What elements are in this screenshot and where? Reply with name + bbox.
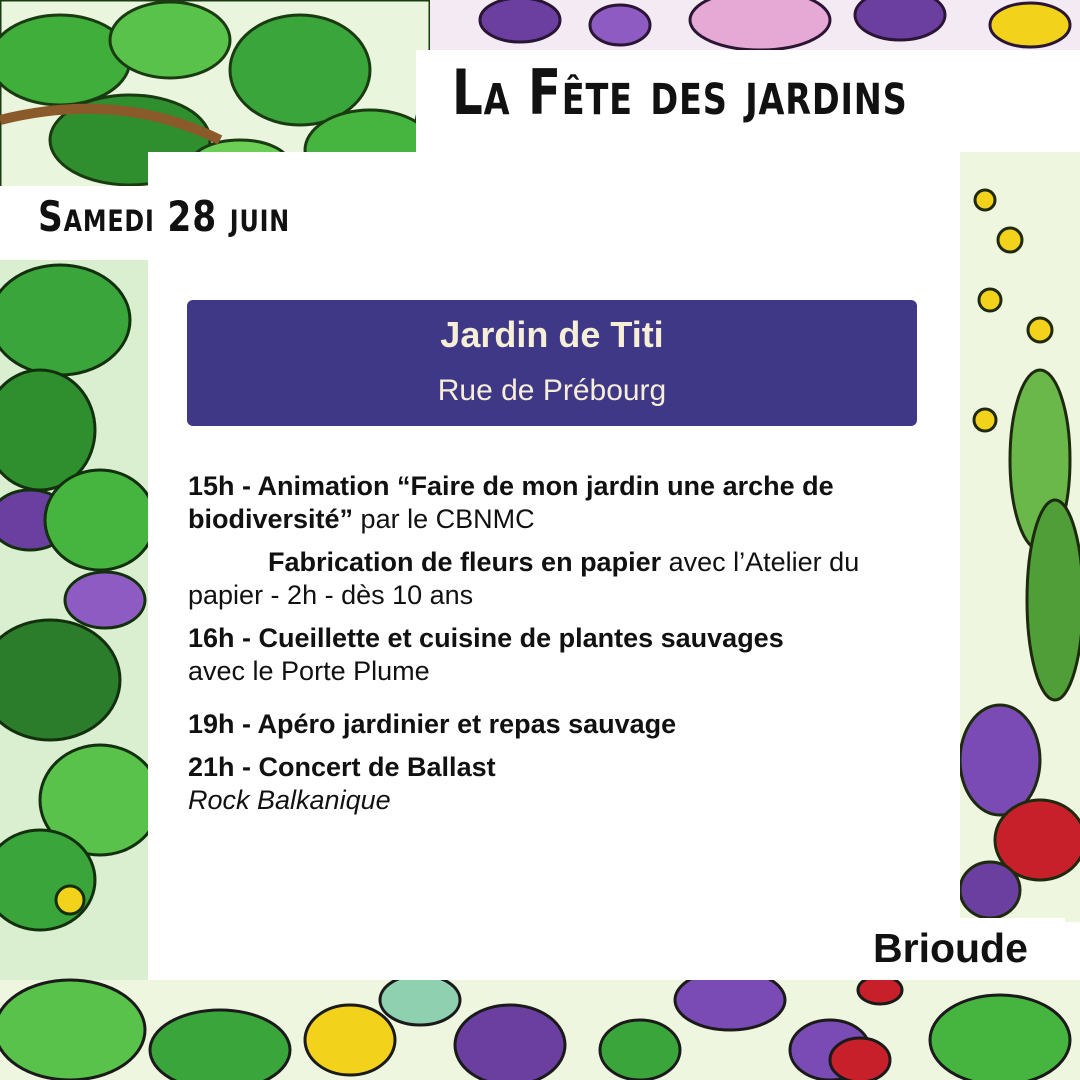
program-item	[188, 546, 928, 612]
program-item-detail: avec l’Atelier du papier - 2h - dès 10 ans	[188, 547, 860, 610]
program-item	[188, 708, 928, 741]
program-list	[188, 470, 928, 817]
venue-name: Jardin de Titi	[440, 314, 664, 355]
program-item-title: Fabrication de fleurs en papier	[268, 547, 662, 577]
leaves-left	[0, 260, 160, 980]
program-item	[188, 470, 928, 536]
program-item-detail: par le CBNMC	[353, 504, 535, 534]
program-item	[188, 751, 928, 817]
program-item	[188, 622, 928, 688]
program-item-genre: Rock Balkanique	[188, 785, 391, 815]
city-name: Brioude	[873, 925, 1028, 971]
venue-address: Rue de Prébourg	[437, 374, 667, 407]
program-item-title: 15h - Animation “Faire de mon jardin une arche de biodiversité”	[188, 471, 834, 534]
venue-box	[187, 300, 917, 426]
program-item-title: 21h - Concert de Ballast	[188, 752, 496, 782]
flowers-bottom	[0, 970, 1080, 1080]
event-title: La Fête des jardins	[452, 56, 908, 129]
program-item-title: 16h - Cueillette et cuisine de plantes sauvages	[188, 623, 784, 653]
flowers-right	[960, 152, 1080, 922]
event-date: Samedi 28 juin	[38, 192, 291, 241]
program-item-detail: avec le Porte Plume	[188, 656, 430, 686]
program-item-title: 19h - Apéro jardinier et repas sauvage	[188, 709, 677, 739]
